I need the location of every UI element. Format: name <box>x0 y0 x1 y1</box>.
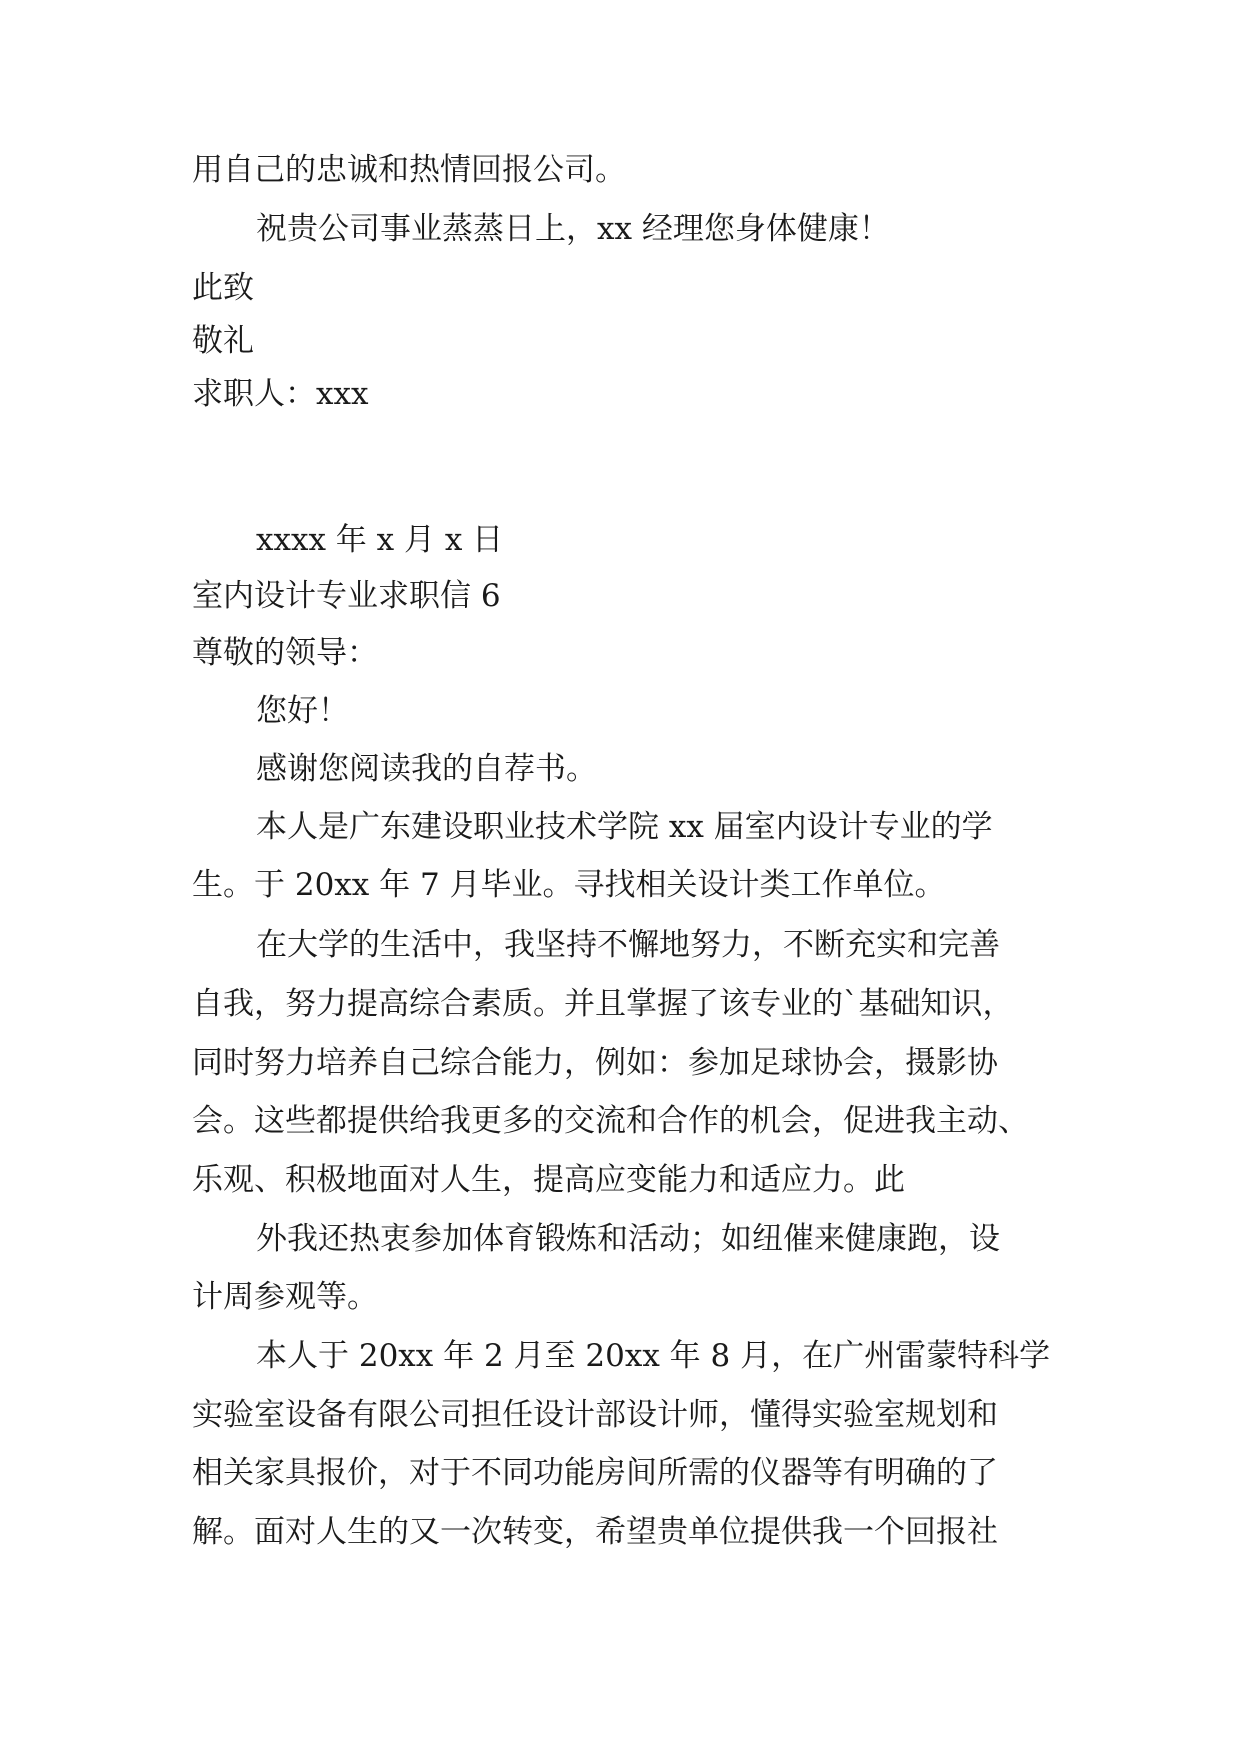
text-line: 会。这些都提供给我更多的交流和合作的机会，促进我主动、 <box>192 1103 1029 1139</box>
text-line: 求职人：xxx <box>192 376 369 412</box>
salutation: 尊敬的领导： <box>192 635 378 671</box>
text-line: 敬礼 <box>192 323 254 359</box>
date-line: xxxx 年 x 月 x 日 <box>256 522 504 558</box>
text-line: 本人是广东建设职业技术学院 xx 届室内设计专业的学 <box>256 809 993 845</box>
text-line: 本人于 20xx 年 2 月至 20xx 年 8 月，在广州雷蒙特科学 <box>256 1338 1051 1374</box>
text-line: 生。于 20xx 年 7 月毕业。寻找相关设计类工作单位。 <box>192 867 946 903</box>
text-line: 外我还热衷参加体育锻炼和活动；如纽催来健康跑，设 <box>256 1221 1000 1257</box>
text-line: 祝贵公司事业蒸蒸日上，xx 经理您身体健康！ <box>256 211 890 247</box>
text-line: 用自己的忠诚和热情回报公司。 <box>192 152 626 188</box>
text-line: 实验室设备有限公司担任设计部设计师，懂得实验室规划和 <box>192 1397 998 1433</box>
text-line: 您好！ <box>256 693 349 729</box>
text-line: 自我，努力提高综合素质。并且掌握了该专业的`基础知识， <box>192 986 1014 1022</box>
text-line: 感谢您阅读我的自荐书。 <box>256 751 597 787</box>
text-line: 乐观、积极地面对人生，提高应变能力和适应力。此 <box>192 1162 905 1198</box>
text-line: 相关家具报价，对于不同功能房间所需的仪器等有明确的了 <box>192 1455 998 1491</box>
text-line: 解。面对人生的又一次转变，希望贵单位提供我一个回报社 <box>192 1514 998 1550</box>
text-line: 同时努力培养自己综合能力，例如：参加足球协会，摄影协 <box>192 1045 998 1081</box>
section-title: 室内设计专业求职信 6 <box>192 578 501 614</box>
text-line: 计周参观等。 <box>192 1279 378 1315</box>
text-line: 在大学的生活中，我坚持不懈地努力，不断充实和完善 <box>256 927 1000 963</box>
text-line: 此致 <box>192 270 254 306</box>
